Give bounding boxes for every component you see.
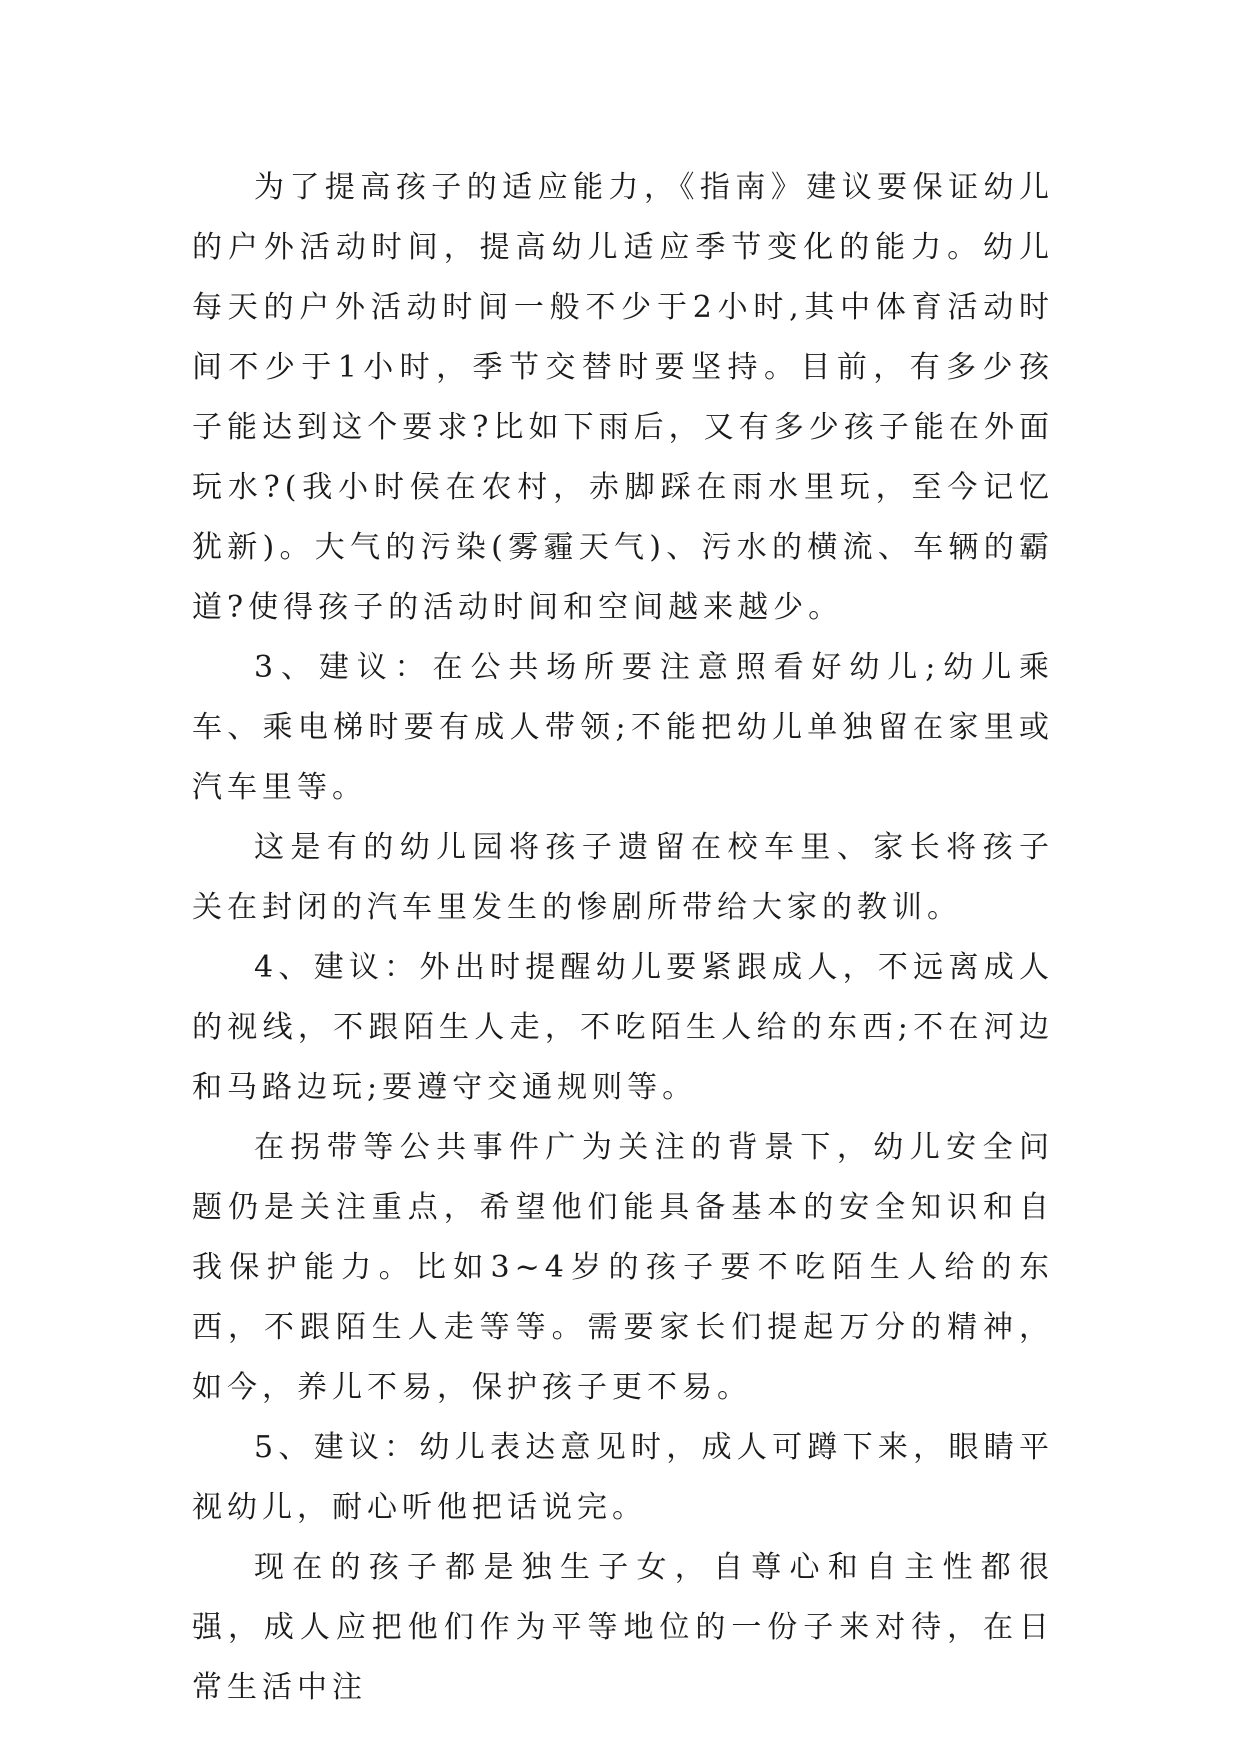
paragraph-lesson: 这是有的幼儿园将孩子遗留在校车里、家长将孩子关在封闭的汽车里发生的惨剧所带给大家的教训。 — [192, 830, 1054, 925]
paragraph-only-children: 现在的孩子都是独生子女，自尊心和自主性都很强，成人应把他们作为平等地位的一份子来对待，在日常生活中注 — [192, 1550, 1054, 1705]
paragraph-suggestion-3: 3、建议：在公共场所要注意照看好幼儿;幼儿乘车、乘电梯时要有成人带领;不能把幼儿单独留在家里或汽车里等。 — [192, 650, 1054, 805]
document-body — [192, 158, 1054, 1718]
paragraph-suggestion-4: 4、建议：外出时提醒幼儿要紧跟成人，不远离成人的视线，不跟陌生人走，不吃陌生人给的东西;不在河边和马路边玩;要遵守交通规则等。 — [192, 950, 1054, 1105]
paragraph-outdoor-activity: 为了提高孩子的适应能力，《指南》建议要保证幼儿的户外活动时间，提高幼儿适应季节变化的能力。幼儿每天的户外活动时间一般不少于2小时,其中体育活动时间不少于1小时，季节交替时要坚持。目前，有多少孩子能达到这个要求?比如下雨后，又有多少孩子能在外面玩水?(我小时侯在农村，赤脚踩在雨水里玩，至今记忆犹新)。大气的污染(雾霾天气)、污水的横流、车辆的霸道?使得孩子的活动时间和空间越来越少。 — [192, 170, 1054, 625]
paragraph-safety: 在拐带等公共事件广为关注的背景下，幼儿安全问题仍是关注重点，希望他们能具备基本的安全知识和自我保护能力。比如3~4岁的孩子要不吃陌生人给的东西，不跟陌生人走等等。需要家长们提起万分的精神，如今，养儿不易，保护孩子更不易。 — [192, 1130, 1054, 1405]
paragraph-suggestion-5: 5、建议：幼儿表达意见时，成人可蹲下来，眼睛平视幼儿，耐心听他把话说完。 — [192, 1430, 1054, 1525]
